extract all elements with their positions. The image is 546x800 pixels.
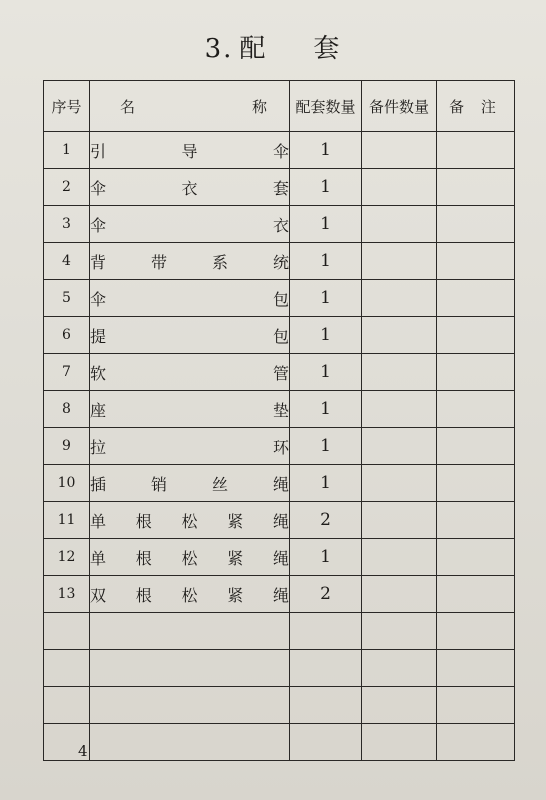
row-spare	[362, 465, 437, 502]
row-note	[437, 428, 515, 465]
row-name-char: 套	[272, 178, 289, 198]
row-index: 10	[44, 465, 90, 502]
row-name-char: 紧	[227, 511, 244, 531]
row-name	[90, 539, 290, 576]
row-name-char: 单	[90, 548, 107, 568]
empty-cell	[90, 613, 290, 650]
row-name-char: 伞	[272, 141, 289, 161]
empty-cell	[362, 724, 437, 761]
row-note	[437, 132, 515, 169]
row-name-char: 伞	[90, 215, 107, 235]
row-name-char: 衣	[181, 178, 198, 198]
row-name-char: 拉	[90, 437, 107, 457]
row-index: 1	[44, 132, 90, 169]
row-index: 13	[44, 576, 90, 613]
empty-cell	[90, 650, 290, 687]
row-qty: 1	[290, 169, 362, 206]
empty-cell	[362, 650, 437, 687]
row-name-char: 衣	[272, 215, 289, 235]
row-name-char: 根	[135, 511, 152, 531]
row-name-char: 伞	[90, 178, 107, 198]
table-row	[44, 280, 515, 317]
row-note	[437, 169, 515, 206]
table-row	[44, 317, 515, 354]
empty-cell	[90, 724, 290, 761]
header-name-left: 名	[120, 97, 136, 116]
row-name	[90, 465, 290, 502]
row-note	[437, 391, 515, 428]
row-spare	[362, 502, 437, 539]
empty-cell	[44, 650, 90, 687]
row-qty: 1	[290, 391, 362, 428]
row-name-char: 绳	[272, 548, 289, 568]
empty-row	[44, 650, 515, 687]
row-note	[437, 576, 515, 613]
row-name	[90, 354, 290, 391]
row-spare	[362, 391, 437, 428]
header-qty: 配套数量	[290, 81, 362, 132]
row-index: 2	[44, 169, 90, 206]
row-note	[437, 317, 515, 354]
row-name	[90, 317, 290, 354]
row-qty: 1	[290, 354, 362, 391]
header-name	[90, 81, 290, 132]
row-index: 6	[44, 317, 90, 354]
empty-cell	[290, 650, 362, 687]
empty-cell	[437, 687, 515, 724]
row-name-char: 背	[90, 252, 107, 272]
row-name-char: 软	[90, 363, 107, 383]
empty-cell	[290, 724, 362, 761]
row-name-char: 包	[272, 326, 289, 346]
header-index: 序号	[44, 81, 90, 132]
row-name-char: 包	[272, 289, 289, 309]
row-name-char: 带	[150, 252, 167, 272]
empty-cell	[90, 687, 290, 724]
table-row	[44, 132, 515, 169]
row-name-char: 根	[135, 548, 152, 568]
row-index: 4	[44, 243, 90, 280]
row-name	[90, 391, 290, 428]
row-note	[437, 206, 515, 243]
row-spare	[362, 132, 437, 169]
row-name-char: 管	[272, 363, 289, 383]
row-spare	[362, 169, 437, 206]
row-name-char: 提	[90, 326, 107, 346]
row-note	[437, 465, 515, 502]
row-name-char: 垫	[272, 400, 289, 420]
row-qty: 1	[290, 317, 362, 354]
empty-cell	[290, 687, 362, 724]
header-spare: 备件数量	[362, 81, 437, 132]
row-qty: 1	[290, 132, 362, 169]
row-index: 3	[44, 206, 90, 243]
empty-cell	[362, 687, 437, 724]
row-qty: 1	[290, 280, 362, 317]
row-name-char: 引	[90, 141, 107, 161]
row-name-char: 绳	[272, 474, 289, 494]
row-name	[90, 132, 290, 169]
title-word-1: 配	[239, 34, 268, 64]
table-row	[44, 391, 515, 428]
table-row	[44, 243, 515, 280]
empty-row	[44, 613, 515, 650]
row-qty: 1	[290, 428, 362, 465]
title-word-2: 套	[313, 34, 342, 64]
row-index: 12	[44, 539, 90, 576]
row-name	[90, 428, 290, 465]
table-row	[44, 502, 515, 539]
row-note	[437, 354, 515, 391]
row-spare	[362, 576, 437, 613]
empty-cell	[437, 724, 515, 761]
empty-cell	[290, 613, 362, 650]
page-title	[0, 28, 546, 65]
table-row	[44, 428, 515, 465]
row-qty: 2	[290, 502, 362, 539]
row-name-char: 紧	[227, 585, 244, 605]
header-name-right: 称	[251, 97, 267, 116]
row-name	[90, 502, 290, 539]
row-name-char: 导	[181, 141, 198, 161]
row-name-char: 绳	[272, 511, 289, 531]
row-spare	[362, 243, 437, 280]
row-index: 5	[44, 280, 90, 317]
empty-row	[44, 724, 515, 761]
row-note	[437, 243, 515, 280]
empty-cell	[44, 687, 90, 724]
row-qty: 2	[290, 576, 362, 613]
row-name-char: 座	[90, 400, 107, 420]
row-name-char: 双	[90, 585, 107, 605]
row-name-char: 销	[150, 474, 167, 494]
row-index: 11	[44, 502, 90, 539]
table-header-row	[44, 81, 515, 132]
row-note	[437, 539, 515, 576]
table-body	[44, 132, 515, 761]
row-name-char: 紧	[227, 548, 244, 568]
table-row	[44, 206, 515, 243]
row-name-char: 松	[181, 511, 198, 531]
row-spare	[362, 539, 437, 576]
row-name-char: 统	[272, 252, 289, 272]
row-name-char: 插	[90, 474, 107, 494]
table-row	[44, 465, 515, 502]
row-name-char: 绳	[272, 585, 289, 605]
empty-cell	[437, 650, 515, 687]
row-name-char: 松	[181, 548, 198, 568]
title-number: 3.	[204, 34, 234, 64]
row-qty: 1	[290, 243, 362, 280]
row-spare	[362, 354, 437, 391]
row-name	[90, 280, 290, 317]
kit-table	[43, 80, 515, 761]
header-note: 备 注	[437, 81, 515, 132]
table-row	[44, 169, 515, 206]
empty-cell	[437, 613, 515, 650]
row-index: 7	[44, 354, 90, 391]
row-name-char: 环	[272, 437, 289, 457]
row-name-char: 系	[211, 252, 228, 272]
empty-cell	[362, 613, 437, 650]
row-name-char: 根	[135, 585, 152, 605]
empty-row	[44, 687, 515, 724]
row-spare	[362, 280, 437, 317]
row-name-char: 丝	[211, 474, 228, 494]
empty-cell	[44, 613, 90, 650]
row-index: 8	[44, 391, 90, 428]
row-name-char: 松	[181, 585, 198, 605]
page-number: 4	[78, 742, 88, 760]
row-name	[90, 576, 290, 613]
row-spare	[362, 428, 437, 465]
row-spare	[362, 206, 437, 243]
row-note	[437, 502, 515, 539]
row-name	[90, 243, 290, 280]
table-row	[44, 576, 515, 613]
row-name	[90, 169, 290, 206]
row-qty: 1	[290, 206, 362, 243]
row-qty: 1	[290, 465, 362, 502]
row-index: 9	[44, 428, 90, 465]
row-name	[90, 206, 290, 243]
row-qty: 1	[290, 539, 362, 576]
table-row	[44, 539, 515, 576]
table-row	[44, 354, 515, 391]
row-spare	[362, 317, 437, 354]
row-name-char: 伞	[90, 289, 107, 309]
row-name-char: 单	[90, 511, 107, 531]
row-note	[437, 280, 515, 317]
